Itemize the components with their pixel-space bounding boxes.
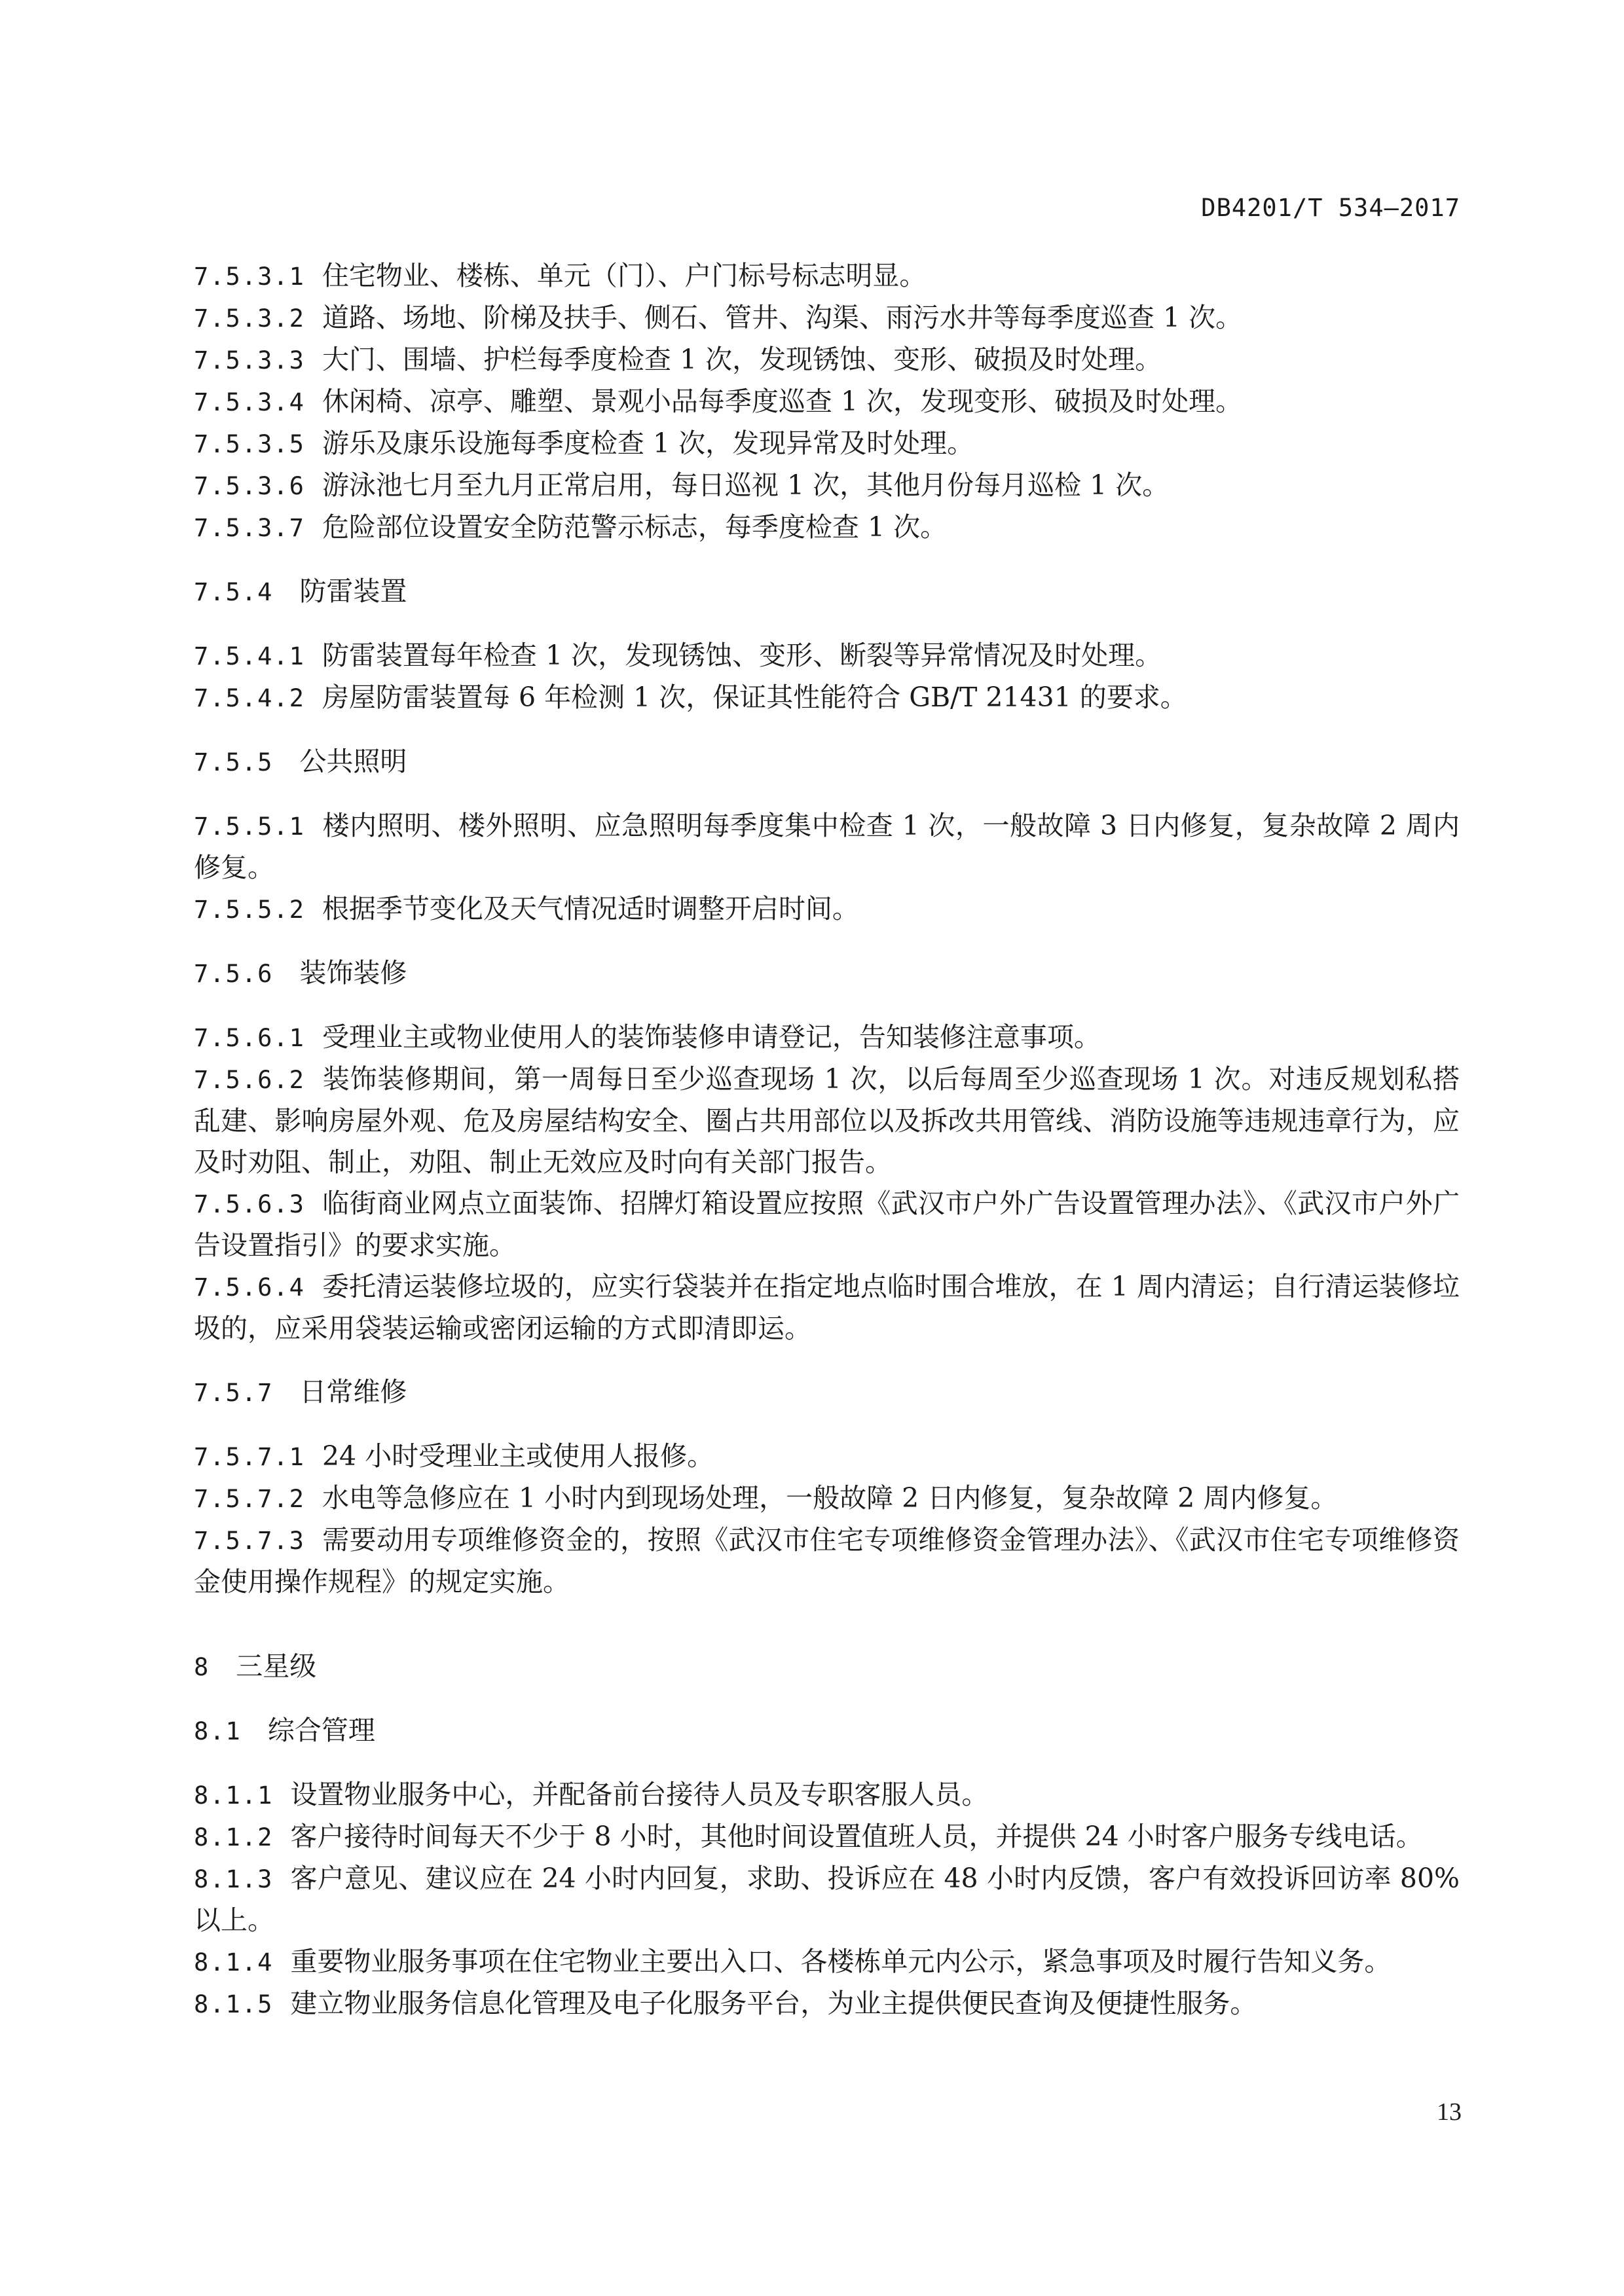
clause-number: 7.5.7.1 bbox=[194, 1443, 305, 1471]
clause-number: 7.5.4.1 bbox=[194, 642, 305, 670]
heading-text: 公共照明 bbox=[299, 746, 407, 777]
section-gap bbox=[194, 1603, 1460, 1646]
clause-paragraph bbox=[194, 297, 1460, 339]
clause-paragraph bbox=[194, 677, 1460, 719]
clause-number: 8.1.2 bbox=[194, 1823, 274, 1851]
clause-paragraph bbox=[194, 1941, 1460, 1983]
chapter-heading bbox=[194, 1646, 1460, 1688]
document-body bbox=[194, 255, 1460, 2025]
clause-paragraph bbox=[194, 1983, 1460, 2025]
clause-text: 委托清运装修垃圾的，应实行袋装并在指定地点临时围合堆放，在 1 周内清运；自行清运装修垃圾的，应采用袋装运输或密闭运输的方式即清即运。 bbox=[194, 1271, 1460, 1344]
clause-text: 24 小时受理业主或使用人报修。 bbox=[322, 1440, 714, 1472]
clause-paragraph bbox=[194, 1183, 1460, 1266]
document-code: DB4201/T 534—2017 bbox=[1201, 194, 1460, 222]
heading-text: 日常维修 bbox=[299, 1376, 407, 1408]
clause-number: 7.5.3.1 bbox=[194, 263, 305, 291]
clause-number: 7.5.7 bbox=[194, 1379, 274, 1407]
section-gap bbox=[194, 1349, 1460, 1372]
clause-number: 8.1 bbox=[194, 1717, 242, 1745]
clause-text: 水电等急修应在 1 小时内到现场处理，一般故障 2 日内修复，复杂故障 2 周内修复。 bbox=[322, 1482, 1338, 1514]
clause-text: 客户意见、建议应在 24 小时内回复，求助、投诉应在 48 小时内反馈，客户有效投诉回访率 80%以上。 bbox=[194, 1863, 1460, 1936]
section-gap bbox=[194, 613, 1460, 635]
clause-text: 住宅物业、楼栋、单元（门）、户门标号标志明显。 bbox=[322, 260, 927, 291]
heading-text: 三星级 bbox=[236, 1650, 317, 1682]
section-gap bbox=[194, 930, 1460, 953]
clause-paragraph bbox=[194, 255, 1460, 297]
section-gap bbox=[194, 1752, 1460, 1774]
clause-paragraph bbox=[194, 1520, 1460, 1603]
clause-number: 7.5.5.2 bbox=[194, 896, 305, 924]
clause-text: 游泳池七月至九月正常启用，每日巡视 1 次，其他月份每月巡检 1 次。 bbox=[322, 469, 1170, 501]
clause-text: 危险部位设置安全防范警示标志，每季度检查 1 次。 bbox=[322, 511, 948, 543]
clause-number: 7.5.5.1 bbox=[194, 812, 305, 841]
clause-number: 8.1.5 bbox=[194, 1990, 274, 2018]
section-heading bbox=[194, 741, 1460, 783]
heading-text: 防雷装置 bbox=[299, 575, 407, 607]
clause-number: 8.1.4 bbox=[194, 1948, 274, 1977]
clause-paragraph bbox=[194, 1266, 1460, 1349]
clause-number: 8 bbox=[194, 1653, 210, 1681]
clause-paragraph bbox=[194, 339, 1460, 381]
clause-paragraph bbox=[194, 423, 1460, 465]
clause-paragraph bbox=[194, 1478, 1460, 1520]
clause-number: 7.5.6 bbox=[194, 960, 274, 988]
clause-text: 游乐及康乐设施每季度检查 1 次，发现异常及时处理。 bbox=[322, 428, 974, 459]
section-heading bbox=[194, 571, 1460, 613]
section-gap bbox=[194, 994, 1460, 1017]
section-heading bbox=[194, 953, 1460, 994]
clause-paragraph bbox=[194, 465, 1460, 507]
section-gap bbox=[194, 783, 1460, 805]
clause-number: 7.5.6.4 bbox=[194, 1273, 305, 1302]
clause-paragraph bbox=[194, 1774, 1460, 1816]
clause-text: 道路、场地、阶梯及扶手、侧石、管井、沟渠、雨污水井等每季度巡查 1 次。 bbox=[322, 302, 1243, 333]
clause-number: 8.1.1 bbox=[194, 1781, 274, 1810]
clause-paragraph bbox=[194, 381, 1460, 423]
clause-paragraph bbox=[194, 1436, 1460, 1478]
clause-paragraph bbox=[194, 635, 1460, 677]
clause-paragraph bbox=[194, 888, 1460, 930]
clause-text: 根据季节变化及天气情况适时调整开启时间。 bbox=[322, 893, 859, 924]
page-number: 13 bbox=[1437, 2098, 1462, 2126]
clause-text: 设置物业服务中心，并配备前台接待人员及专职客服人员。 bbox=[290, 1779, 989, 1810]
clause-paragraph bbox=[194, 1017, 1460, 1059]
section-gap bbox=[194, 719, 1460, 741]
section-gap bbox=[194, 549, 1460, 571]
clause-number: 7.5.6.3 bbox=[194, 1190, 305, 1218]
clause-text: 建立物业服务信息化管理及电子化服务平台，为业主提供便民查询及便捷性服务。 bbox=[290, 1988, 1257, 2019]
clause-text: 休闲椅、凉亭、雕塑、景观小品每季度巡查 1 次，发现变形、破损及时处理。 bbox=[322, 386, 1243, 417]
clause-number: 7.5.3.4 bbox=[194, 388, 305, 416]
clause-paragraph bbox=[194, 1816, 1460, 1858]
clause-number: 7.5.3.7 bbox=[194, 514, 305, 542]
clause-paragraph bbox=[194, 507, 1460, 549]
clause-number: 7.5.3.3 bbox=[194, 346, 305, 374]
clause-number: 7.5.6.2 bbox=[194, 1066, 305, 1094]
heading-text: 装饰装修 bbox=[299, 957, 407, 989]
clause-text: 重要物业服务事项在住宅物业主要出入口、各楼栋单元内公示，紧急事项及时履行告知义务。 bbox=[290, 1946, 1392, 1977]
clause-number: 7.5.4.2 bbox=[194, 684, 305, 712]
clause-text: 需要动用专项维修资金的，按照《武汉市住宅专项维修资金管理办法》、《武汉市住宅专项维修资金使用操作规程》的规定实施。 bbox=[194, 1524, 1460, 1597]
clause-text: 客户接待时间每天不少于 8 小时，其他时间设置值班人员，并提供 24 小时客户服务专线电话。 bbox=[290, 1821, 1423, 1852]
clause-number: 7.5.3.2 bbox=[194, 304, 305, 333]
section-gap bbox=[194, 1413, 1460, 1436]
clause-text: 防雷装置每年检查 1 次，发现锈蚀、变形、断裂等异常情况及时处理。 bbox=[322, 640, 1162, 671]
clause-text: 楼内照明、楼外照明、应急照明每季度集中检查 1 次，一般故障 3 日内修复，复杂故障 2 周内修复。 bbox=[194, 810, 1460, 883]
clause-number: 7.5.5 bbox=[194, 748, 274, 776]
clause-number: 7.5.6.1 bbox=[194, 1024, 305, 1052]
section-heading bbox=[194, 1710, 1460, 1752]
clause-text: 受理业主或物业使用人的装饰装修申请登记，告知装修注意事项。 bbox=[322, 1021, 1101, 1053]
clause-number: 8.1.3 bbox=[194, 1865, 274, 1893]
heading-text: 综合管理 bbox=[267, 1715, 375, 1746]
clause-paragraph bbox=[194, 1059, 1460, 1183]
clause-number: 7.5.3.6 bbox=[194, 472, 305, 500]
section-gap bbox=[194, 1688, 1460, 1710]
clause-number: 7.5.7.3 bbox=[194, 1527, 305, 1555]
section-heading bbox=[194, 1372, 1460, 1413]
clause-number: 7.5.4 bbox=[194, 578, 274, 606]
clause-number: 7.5.7.2 bbox=[194, 1485, 305, 1513]
clause-text: 装饰装修期间，第一周每日至少巡查现场 1 次，以后每周至少巡查现场 1 次。对违反规划私搭乱建、影响房屋外观、危及房屋结构安全、圈占共用部位以及拆改共用管线、消防设施等违规违章行为，应及时劝阻、制止，劝阻、制止无效应及时向有关部门报告。 bbox=[194, 1063, 1460, 1178]
clause-text: 临街商业网点立面装饰、招牌灯箱设置应按照《武汉市户外广告设置管理办法》、《武汉市户外广告设置指引》的要求实施。 bbox=[194, 1188, 1460, 1261]
clause-paragraph bbox=[194, 1858, 1460, 1941]
clause-number: 7.5.3.5 bbox=[194, 430, 305, 458]
clause-text: 房屋防雷装置每 6 年检测 1 次，保证其性能符合 GB/T 21431 的要求。 bbox=[322, 682, 1187, 713]
clause-paragraph bbox=[194, 805, 1460, 888]
clause-text: 大门、围墙、护栏每季度检查 1 次，发现锈蚀、变形、破损及时处理。 bbox=[322, 344, 1162, 375]
